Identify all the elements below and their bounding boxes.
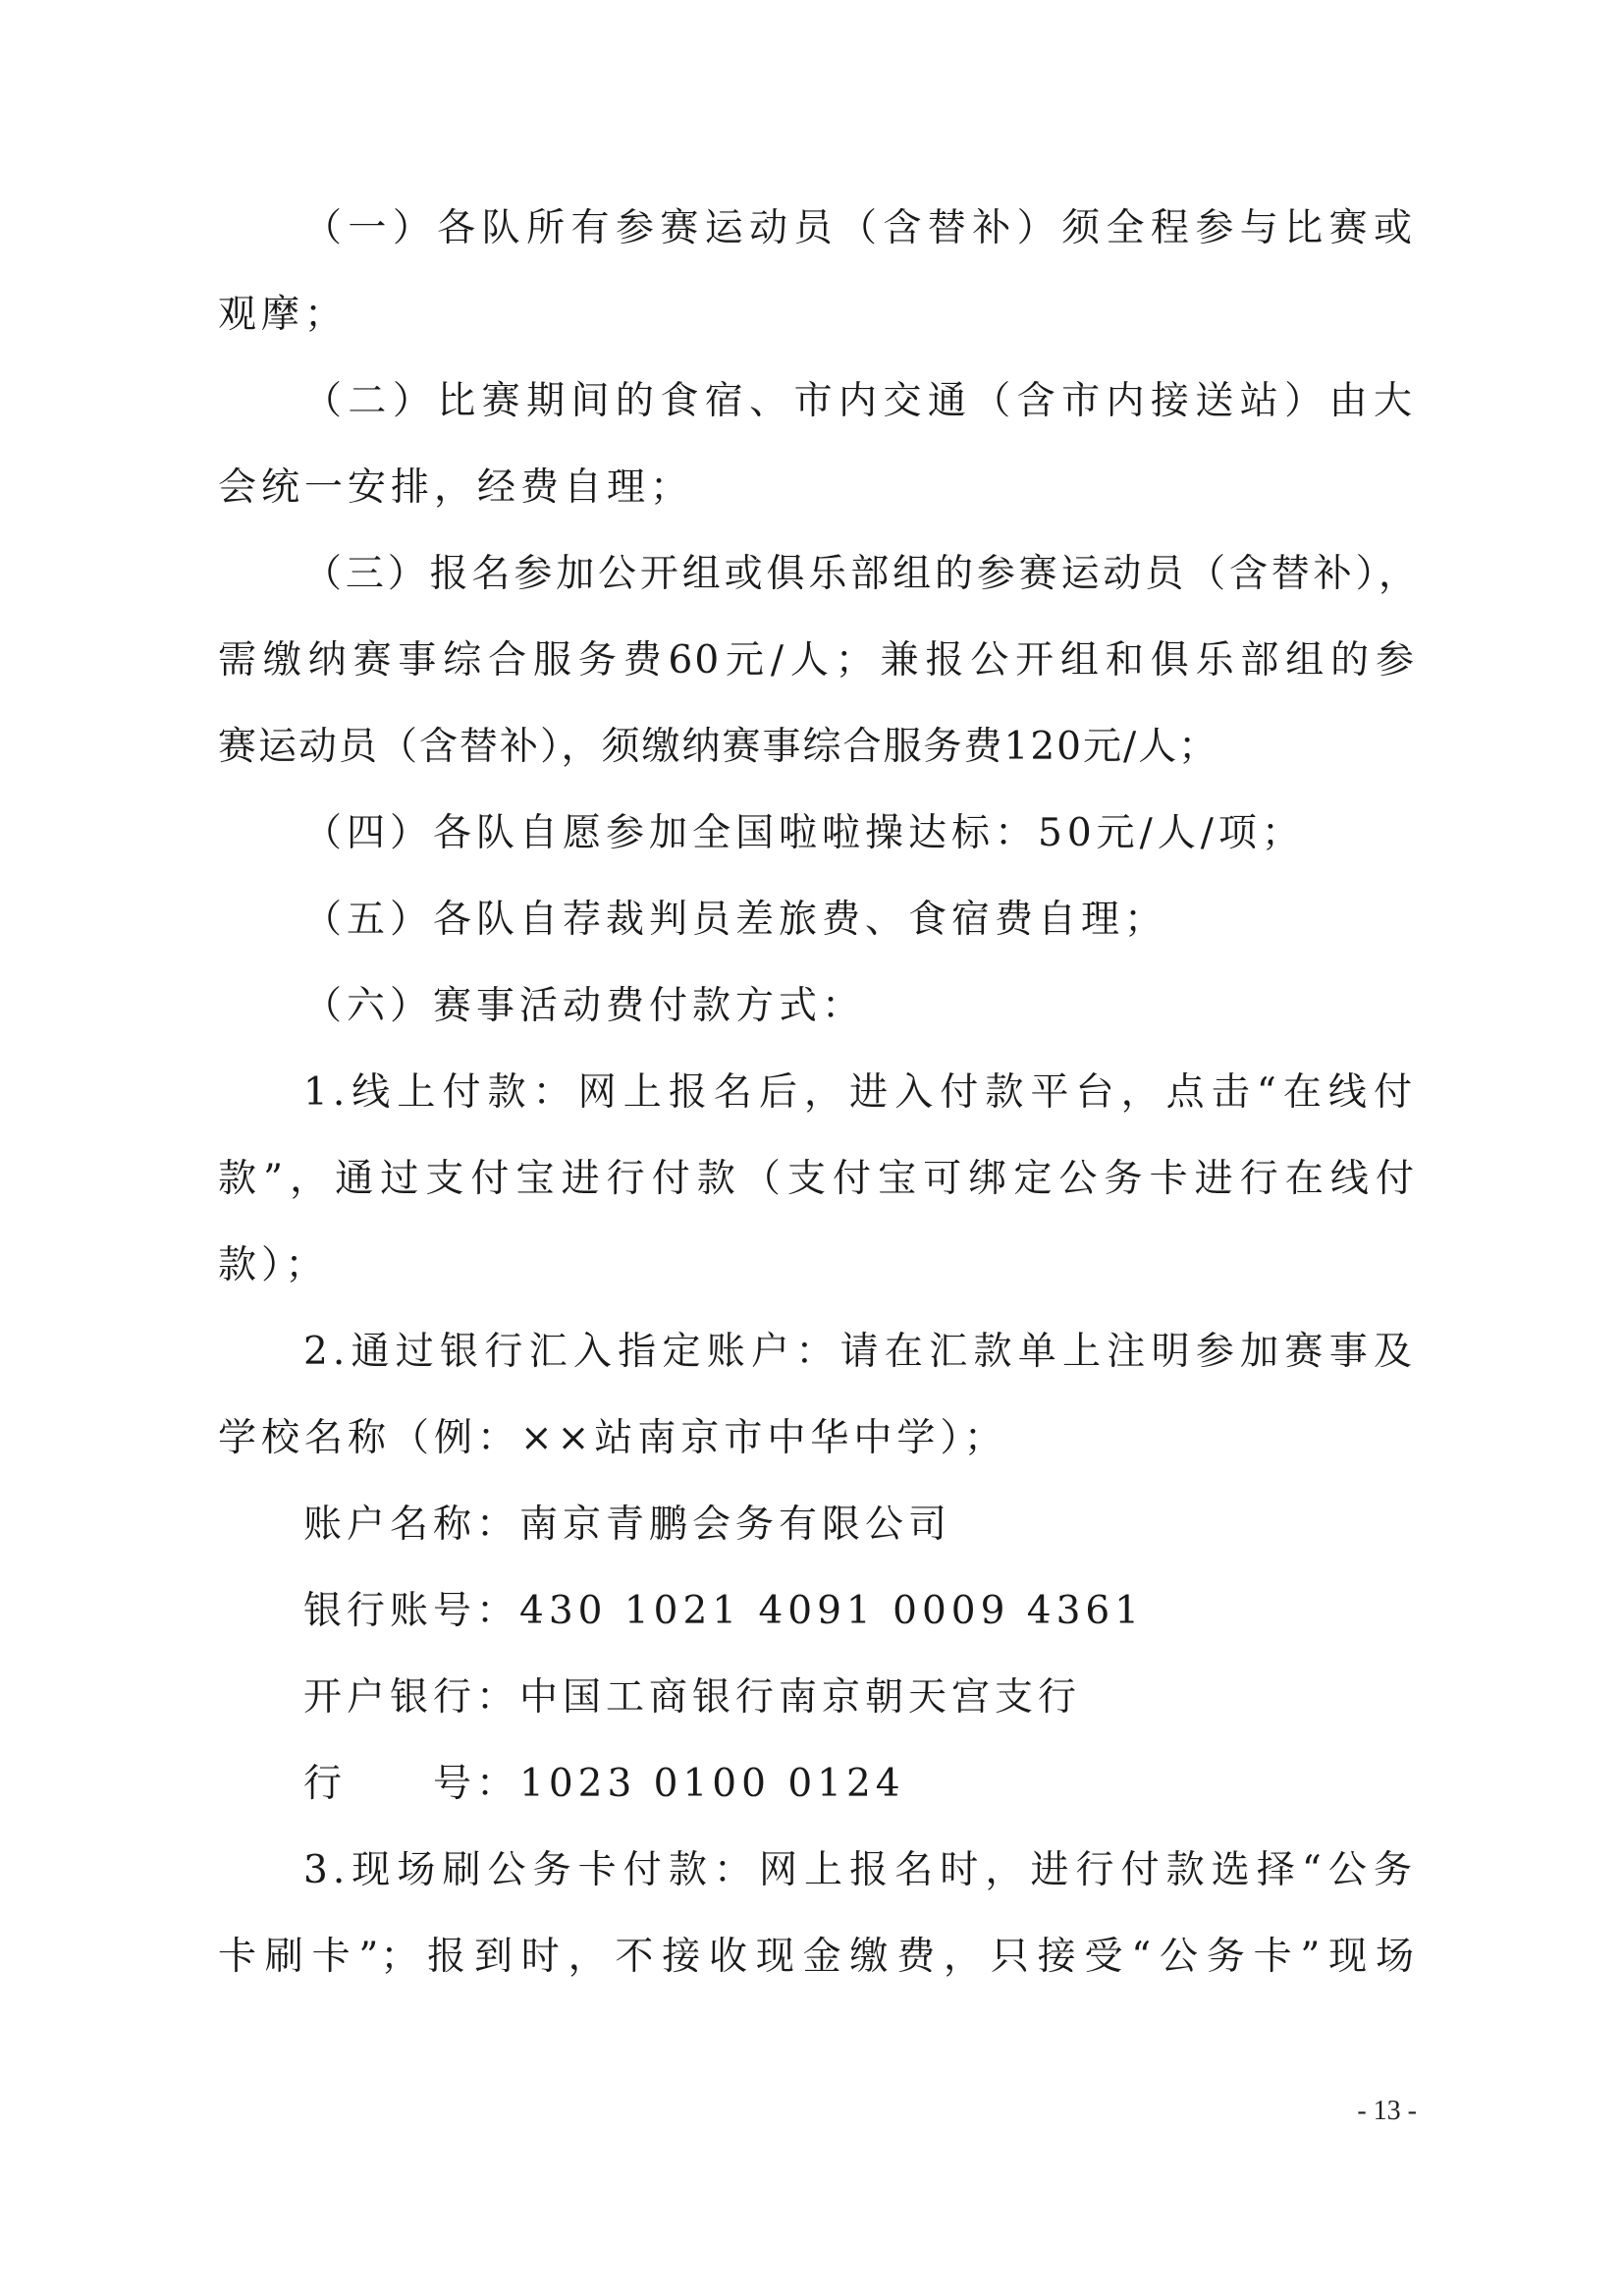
account-bank-code	[303, 1760, 905, 1809]
paragraph-8-line-2: 学校名称（例：××站南京市中华中学）；	[218, 1416, 1007, 1460]
account-number: 银行账号：430 1021 4091 0009 4361	[303, 1589, 1145, 1633]
account-bank: 开户银行：中国工商银行南京朝天宫支行	[303, 1675, 1082, 1720]
paragraph-6-line-1: （六）赛事活动费付款方式：	[303, 984, 866, 1028]
paragraph-7-line-2: 款”，通过支付宝进行付款（支付宝可绑定公务卡进行在线付	[218, 1157, 1416, 1201]
paragraph-1-line-2: 观摩；	[218, 293, 349, 337]
paragraph-7-line-3: 款）；	[218, 1243, 329, 1287]
bank-code-value: 1023 0100 0124	[519, 1762, 905, 1806]
paragraph-card-line-2: 卡刷卡”；报到时，不接收现金缴费，只接受“公务卡”现场	[218, 1935, 1416, 1979]
paragraph-2-line-2: 会统一安排，经费自理；	[218, 465, 694, 510]
page-number: - 13 -	[1357, 2096, 1417, 2126]
account-name: 账户名称：南京青鹏会务有限公司	[303, 1503, 952, 1547]
bank-code-label: 行 号：	[303, 1762, 520, 1806]
paragraph-card-line-1: 3.现场刷公务卡付款：网上报名时，进行付款选择“公务	[303, 1848, 1417, 1892]
paragraph-3-line-1: （三）报名参加公开组或俱乐部组的参赛运动员（含替补），	[303, 552, 1417, 596]
paragraph-8-line-1: 2.通过银行汇入指定账户：请在汇款单上注明参加赛事及	[303, 1330, 1417, 1374]
paragraph-3-line-2: 需缴纳赛事综合服务费60元/人；兼报公开组和俱乐部组的参	[218, 638, 1416, 683]
paragraph-2-line-1: （二）比赛期间的食宿、市内交通（含市内接送站）由大	[303, 379, 1417, 423]
paragraph-1-line-1: （一）各队所有参赛运动员（含替补）须全程参与比赛或	[303, 206, 1417, 250]
paragraph-5-line-1: （五）各队自荐裁判员差旅费、食宿费自理；	[303, 898, 1168, 942]
paragraph-3-line-3: 赛运动员（含替补），须缴纳赛事综合服务费120元/人；	[218, 725, 1219, 769]
paragraph-7-line-1: 1.线上付款：网上报名后，进入付款平台，点击“在线付	[303, 1070, 1417, 1115]
paragraph-4-line-1: （四）各队自愿参加全国啦啦操达标：50元/人/项；	[303, 811, 1305, 855]
